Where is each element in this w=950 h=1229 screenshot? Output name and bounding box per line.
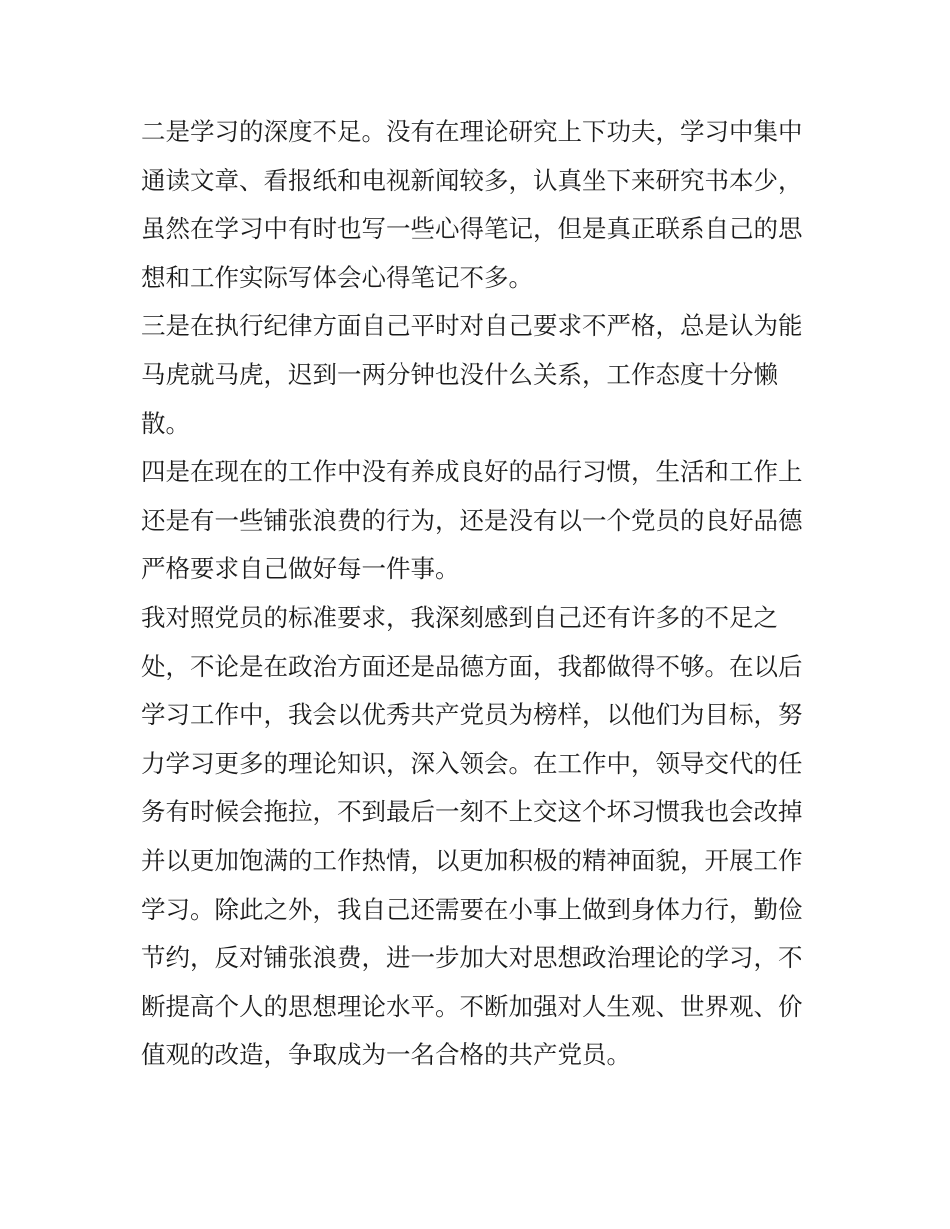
text-line: 断提高个人的思想理论水平。不断加强对人生观、世界观、价	[141, 991, 803, 1021]
text-line: 散。	[141, 408, 190, 438]
text-line: 处，不论是在政治方面还是品德方面，我都做得不够。在以后	[141, 651, 803, 681]
text-line: 三是在执行纪律方面自己平时对自己要求不严格，总是认为能	[141, 311, 803, 341]
text-line: 我对照党员的标准要求，我深刻感到自己还有许多的不足之	[141, 602, 778, 632]
text-line: 二是学习的深度不足。没有在理论研究上下功夫，学习中集中	[141, 117, 803, 146]
text-line: 学习。除此之外，我自己还需要在小事上做到身体力行，勤俭	[141, 894, 803, 924]
document-body	[141, 108, 821, 1080]
text-line: 马虎就马虎，迟到一两分钟也没什么关系，工作态度十分懒	[141, 359, 778, 389]
text-line: 务有时候会拖拉，不到最后一刻不上交这个坏习惯我也会改掉	[141, 797, 803, 827]
text-line: 严格要求自己做好每一件事。	[141, 554, 460, 584]
text-line: 通读文章、看报纸和电视新闻较多，认真坐下来研究书本少，	[141, 165, 803, 195]
text-line: 想和工作实际写体会心得笔记不多。	[141, 262, 533, 292]
text-line: 虽然在学习中有时也写一些心得笔记，但是真正联系自己的思	[141, 214, 803, 244]
text-line: 四是在现在的工作中没有养成良好的品行习惯，生活和工作上	[141, 457, 803, 487]
text-line: 并以更加饱满的工作热情，以更加积极的精神面貌，开展工作	[141, 845, 803, 875]
text-line: 力学习更多的理论知识，深入领会。在工作中，领导交代的任	[141, 748, 803, 778]
text-line: 节约，反对铺张浪费，进一步加大对思想政治理论的学习，不	[141, 943, 803, 973]
text-line: 学习工作中，我会以优秀共产党员为榜样，以他们为目标，努	[141, 700, 803, 730]
text-line: 值观的改造，争取成为一名合格的共产党员。	[141, 1040, 631, 1070]
text-line: 还是有一些铺张浪费的行为，还是没有以一个党员的良好品德	[141, 505, 803, 535]
